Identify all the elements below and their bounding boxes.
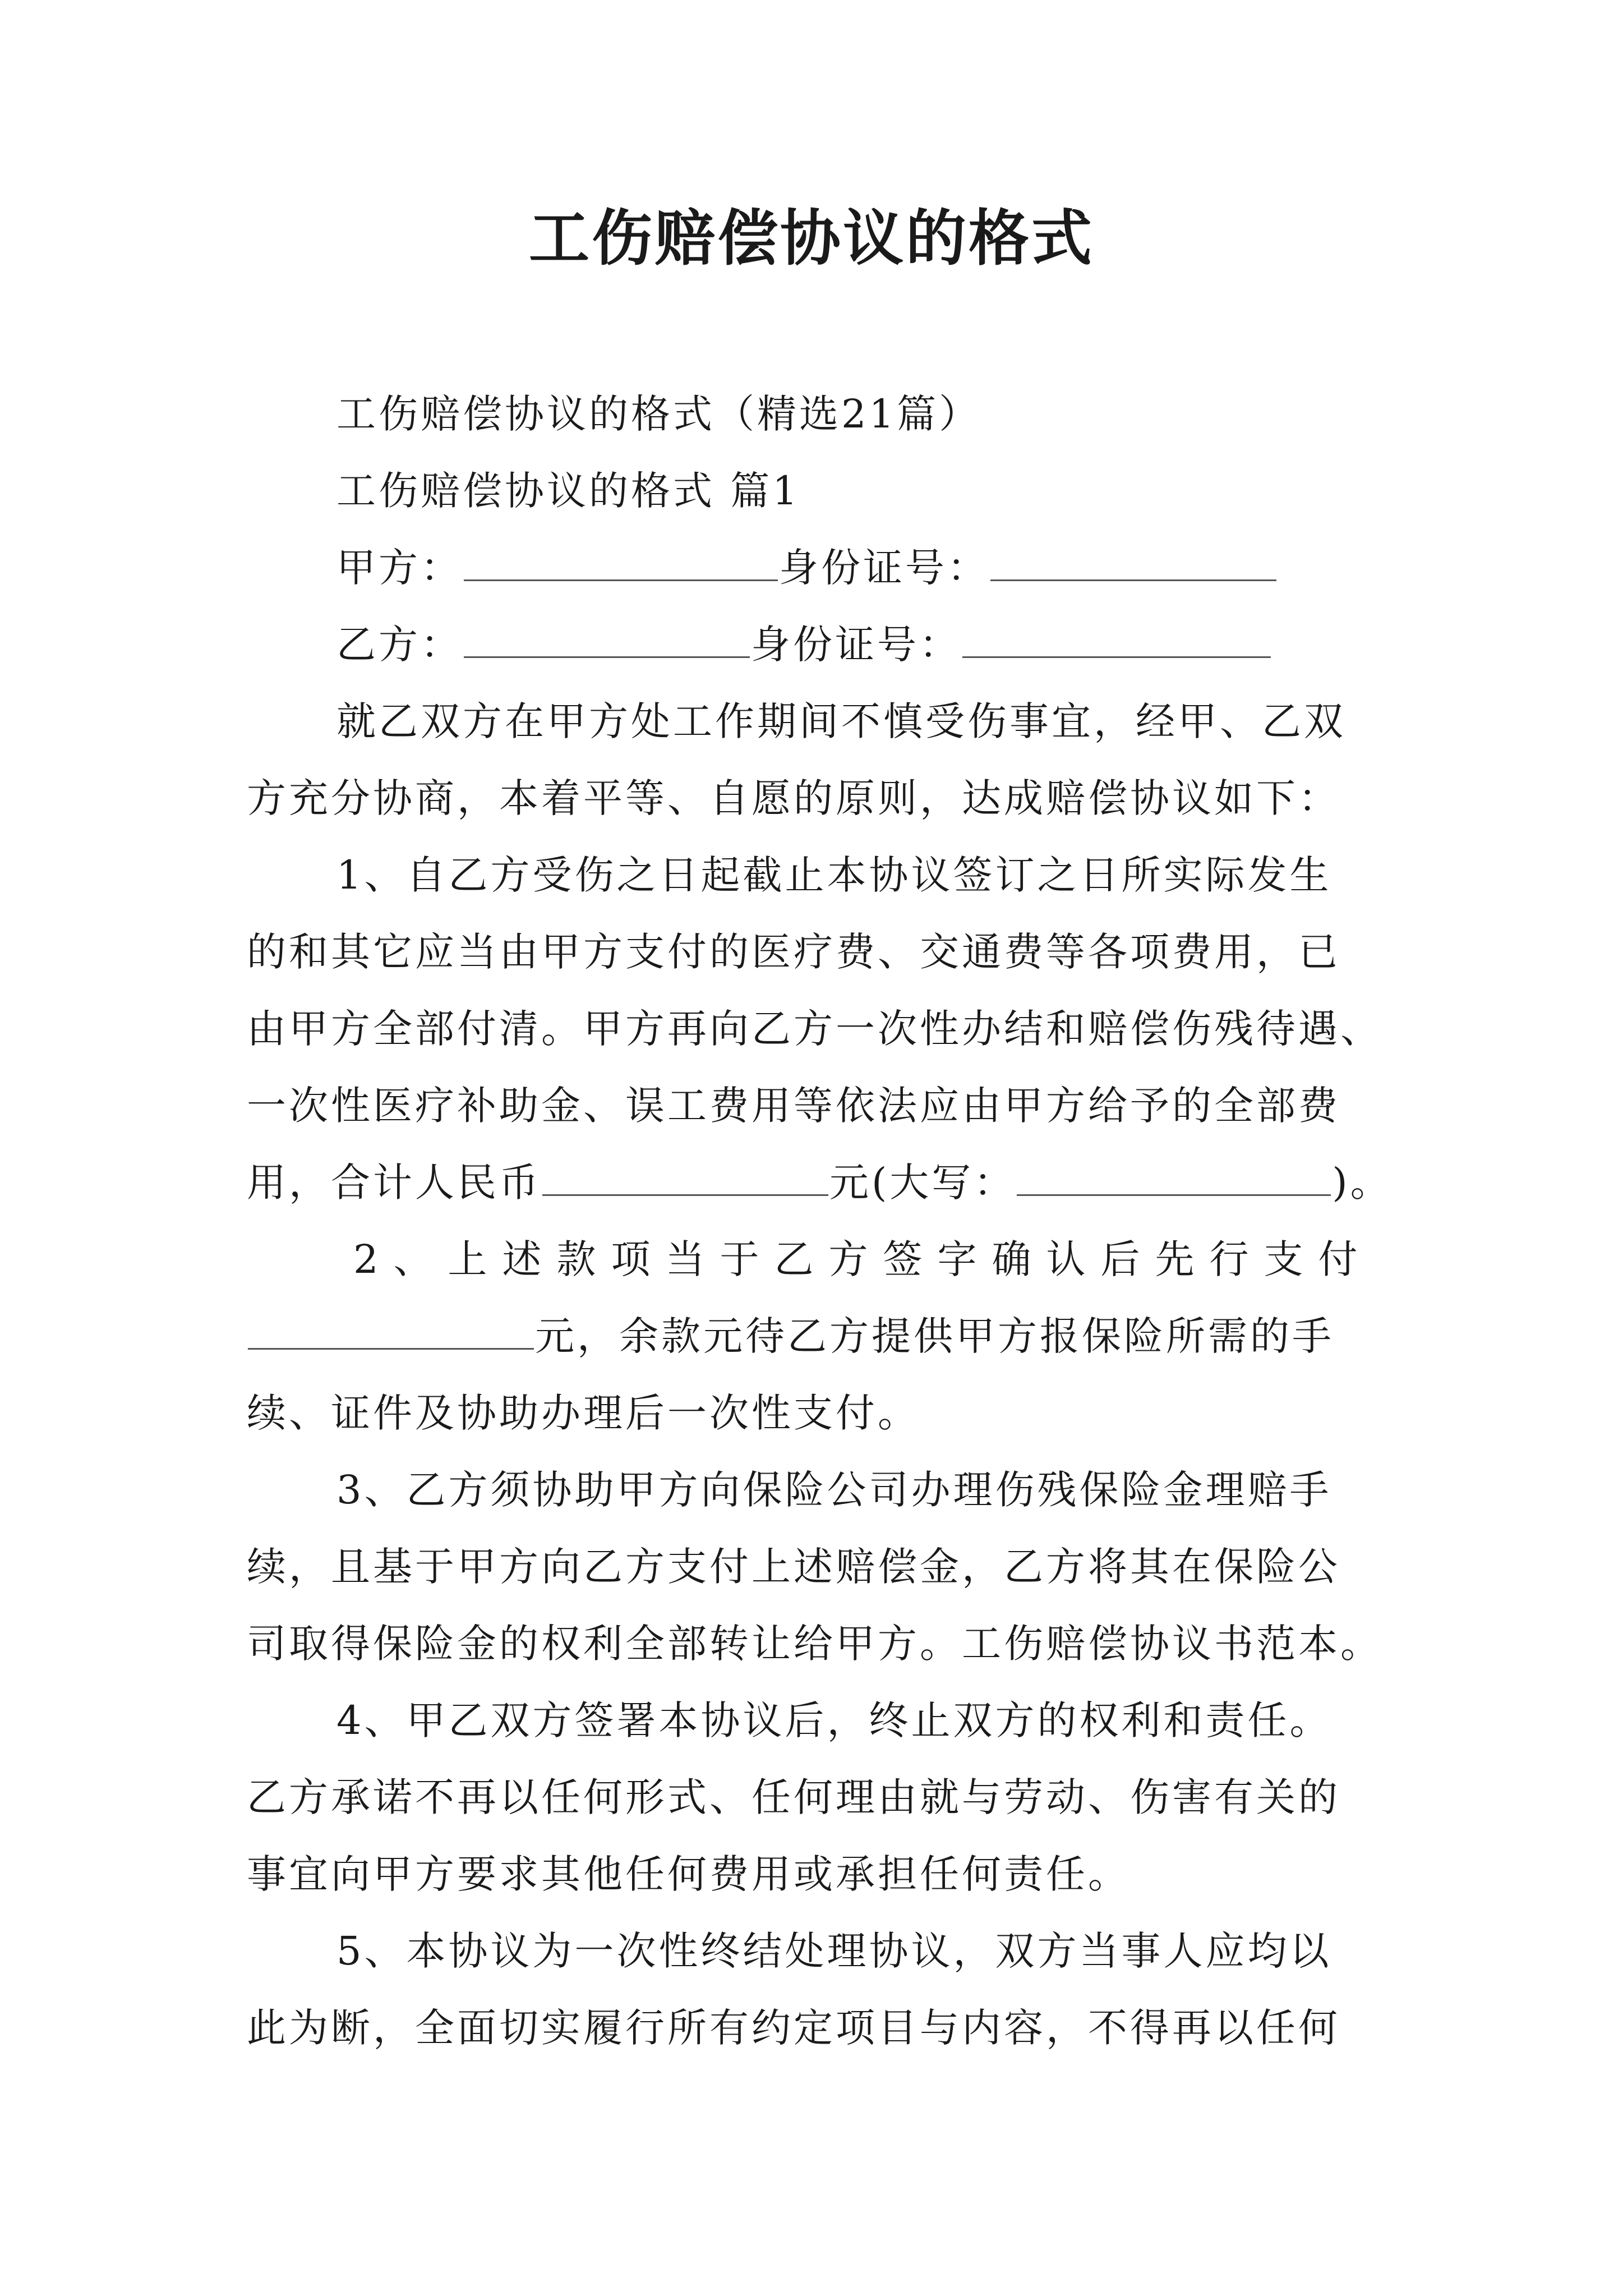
- party-b-label: 乙方：: [336, 622, 463, 668]
- clause5-line-1: 5、本协议为一次性终结处理协议，双方当事人应均以: [336, 1928, 1332, 1974]
- clause2-line-1: 2、上述款项当于乙方签字确认后先行支付: [353, 1236, 1373, 1282]
- party-a-id-blank: [990, 542, 1276, 581]
- clause2-line-2: [247, 1298, 1385, 1375]
- clause3-line-3: 司取得保险金的权利全部转让给甲方。工伤赔偿协议书范本。: [247, 1621, 1382, 1667]
- clause1-amount-suffix: )。: [1332, 1159, 1393, 1205]
- clause1-line-5: [247, 1144, 1393, 1221]
- clause4-line-2: 乙方承诺不再以任何形式、任何理由就与劳动、伤害有关的: [247, 1774, 1340, 1820]
- clause4-line-1: 4、甲乙双方签署本协议后，终止双方的权利和责任。: [336, 1697, 1332, 1743]
- clause5-line-2: 此为断，全面切实履行所有约定项目与内容，不得再以任何: [247, 2005, 1340, 2051]
- party-b-name-blank: [464, 619, 750, 658]
- intro-line-1: 就乙双方在甲方处工作期间不慎受伤事宜，经甲、乙双: [336, 698, 1346, 744]
- party-a-name-blank: [464, 542, 778, 581]
- clause1-line-3: 由甲方全部付清。甲方再向乙方一次性办结和赔偿伤残待遇、: [247, 1006, 1382, 1052]
- subtitle: 工伤赔偿协议的格式（精选21篇）: [336, 391, 981, 437]
- prepayment-blank: [248, 1311, 534, 1350]
- document-title: 工伤赔偿协议的格式: [528, 203, 1094, 274]
- clause2-line-3: 续、证件及协助办理后一次性支付。: [247, 1390, 920, 1436]
- clause1-line-1: 1、自乙方受伤之日起截止本协议签订之日所实际发生: [336, 852, 1332, 898]
- clause2-line-2-text: 元，余款元待乙方提供甲方报保险所需的手: [535, 1313, 1334, 1359]
- clause3-line-2: 续，且基于甲方向乙方支付上述赔偿金，乙方将其在保险公: [247, 1544, 1340, 1590]
- document-body: [247, 376, 1393, 2067]
- section-heading: 工伤赔偿协议的格式 篇1: [336, 468, 800, 514]
- party-a-label: 甲方：: [336, 545, 463, 591]
- clause1-line-2: 的和其它应当由甲方支付的医疗费、交通费等各项费用，已: [247, 929, 1340, 975]
- amount-blank: [542, 1157, 828, 1196]
- clause4-line-3: 事宜向甲方要求其他任何费用或承担任何责任。: [247, 1851, 1130, 1897]
- clause1-amount-middle: 元(大写：: [829, 1159, 1016, 1205]
- party-a-line: [247, 530, 1385, 606]
- clause1-line-4: 一次性医疗补助金、误工费用等依法应由甲方给予的全部费: [247, 1083, 1340, 1129]
- party-b-line: [247, 606, 1385, 683]
- amount-words-blank: [1017, 1157, 1331, 1196]
- intro-line-2: 方充分协商，本着平等、自愿的原则，达成赔偿协议如下：: [247, 775, 1340, 821]
- party-b-id-blank: [962, 619, 1271, 658]
- party-b-id-label: 身份证号：: [751, 622, 961, 668]
- party-a-id-label: 身份证号：: [779, 545, 989, 591]
- clause1-amount-prefix: 用，合计人民币: [247, 1159, 541, 1205]
- clause3-line-1: 3、乙方须协助甲方向保险公司办理伤残保险金理赔手: [336, 1467, 1332, 1513]
